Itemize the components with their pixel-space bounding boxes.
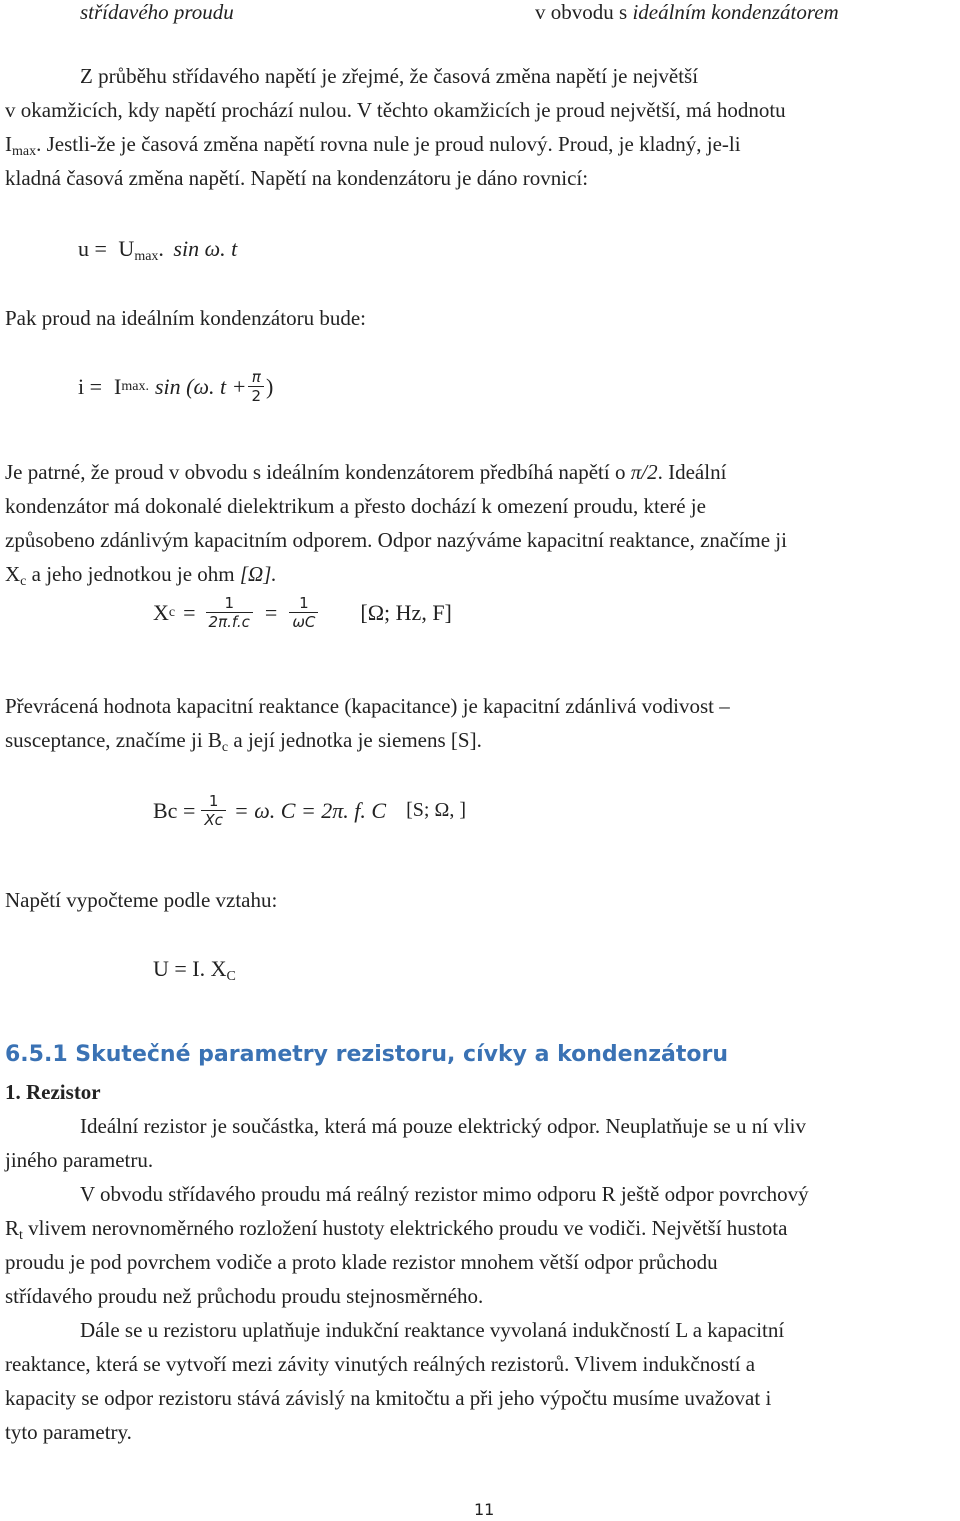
eq-bc-num: 1	[208, 792, 219, 810]
eq-i-close: )	[266, 373, 274, 399]
para4-line-9: kapacity se odpor rezistoru stává závislý na kmitočtu a při jeho výpočtu musíme uvažovat i	[5, 1386, 772, 1410]
eq-xc-equals-2: =	[264, 599, 278, 625]
eq-i-imax: I	[114, 373, 122, 399]
header-right-prefix: v obvodu s	[535, 0, 633, 24]
eq-i-sub: max.	[121, 378, 149, 394]
equation-u-voltage	[153, 956, 236, 985]
voltage-intro: Napětí vypočteme podle vztahu:	[5, 888, 278, 912]
eq-xc-fraction-1	[206, 594, 253, 631]
para3-line-2	[5, 728, 482, 756]
eq-i-rest: sin (ω. t +	[154, 373, 247, 399]
current-intro: Pak proud na ideálním kondenzátoru bude:	[5, 306, 366, 330]
intro-imax-sub: max	[12, 144, 37, 159]
intro-line-4: kladná časová změna napětí. Napětí na kondenzátoru je dáno rovnicí:	[5, 166, 589, 190]
para2-line-1-a: Je patrné, že proud v obvodu s ideálním kondenzátorem předbíhá napětí o	[5, 460, 631, 484]
intro-line-1: Z průběhu střídavého napětí je zřejmé, že časová změna napětí je největší	[80, 64, 699, 88]
para2-line-4	[5, 562, 277, 590]
para4-line-6: střídavého proudu než průchodu proudu stejnosměrného.	[5, 1284, 484, 1308]
eq-xc-fraction-2	[289, 594, 318, 631]
eq-xc-sub: c	[168, 604, 176, 620]
eq-u-dot: .	[158, 236, 164, 261]
eq-bc-den: Xc	[201, 810, 226, 829]
intro-line-2: v okamžicích, kdy napětí prochází nulou. V těchto okamžicích je proud největší, má hodnotu	[5, 98, 786, 122]
para4-line-8: reaktance, která se vytvoří mezi závity vinutých reálných rezistorů. Vlivem indukčností a	[5, 1352, 756, 1376]
para4-rt: R	[5, 1216, 20, 1240]
subsection-heading: 1. Rezistor	[5, 1080, 101, 1104]
equation-u	[78, 236, 237, 265]
para2-xc: X	[5, 562, 21, 586]
para2-line-1-b: . Ideální	[657, 460, 727, 484]
header-right	[535, 0, 839, 25]
para4-line-5: proudu je pod povrchem vodiče a proto klade rezistor mnohem větší odpor průchodu	[5, 1250, 718, 1274]
para4-rt-sub: t	[19, 1228, 23, 1243]
eq-bc-rest: = ω. C = 2π. f. C	[233, 797, 387, 823]
eq-u-sub: max	[134, 249, 159, 264]
para2-line-1	[5, 460, 726, 485]
para4-line-10: tyto parametry.	[5, 1420, 132, 1444]
para3-line-1: Převrácená hodnota kapacitní reaktance (kapacitance) je kapacitní zdánlivá vodivost –	[5, 694, 730, 718]
eq-i-lhs: i =	[78, 373, 103, 399]
eq-uv-sub: C	[226, 969, 236, 984]
eq-xc-equals-1: =	[183, 599, 196, 625]
equation-xc	[153, 594, 452, 631]
eq-i-fraction	[248, 368, 264, 405]
intro-imax-symbol: I	[5, 132, 12, 156]
eq-xc-den-2: ωC	[289, 612, 318, 631]
para4-line-7: Dále se u rezistoru uplatňuje indukční reaktance vyvolaná indukčností L a kapacitní	[80, 1318, 785, 1342]
para4-line-4	[5, 1216, 787, 1244]
eq-uv-text: U = I. X	[153, 956, 227, 981]
para3-bc-sub: c	[221, 740, 229, 755]
para4-line-4-rest: vlivem nerovnoměrného rozložení hustoty elektrického proudu ve vodiči. Největší hustota	[22, 1216, 788, 1240]
header-right-italic: ideálním kondenzátorem	[632, 0, 839, 24]
intro-line-3-rest: . Jestli-že je časová změna napětí rovna nule je proud nulový. Proud, je kladný, je-li	[36, 132, 741, 156]
para3-line-2-b: a její jednotka je siemens [S].	[228, 728, 482, 752]
eq-xc-num-1: 1	[224, 594, 234, 612]
equation-bc	[153, 792, 466, 829]
header-left: střídavého proudu	[80, 0, 234, 24]
eq-bc-lhs: Bc =	[153, 797, 196, 823]
para2-pi: π/2	[630, 460, 658, 484]
para2-line-4-a: a jeho jednotkou je ohm	[26, 562, 240, 586]
page-number: 11	[474, 1500, 495, 1519]
eq-u-lhs: u =	[78, 236, 107, 261]
para3-line-2-a: susceptance, značíme ji B	[5, 728, 222, 752]
eq-i-den: 2	[248, 386, 264, 405]
eq-u-umax: U	[118, 236, 135, 261]
eq-xc-units: [Ω; Hz, F]	[360, 599, 452, 625]
para4-line-3: V obvodu střídavého proudu má reálný rezistor mimo odporu R ještě odpor povrchový	[80, 1182, 809, 1206]
eq-xc-num-2: 1	[299, 594, 309, 612]
para4-line-2: jiného parametru.	[5, 1148, 154, 1172]
para2-line-3: způsobeno zdánlivým kapacitním odporem. Odpor nazýváme kapacitní reaktance, značíme ji	[5, 528, 787, 552]
para2-line-2: kondenzátor má dokonalé dielektrikum a přesto dochází k omezení proudu, které je	[5, 494, 706, 518]
eq-i-num: π	[251, 368, 261, 386]
section-heading: 6.5.1 Skutečné parametry rezistoru, cívky a kondenzátoru	[5, 1042, 729, 1067]
para2-xc-sub: c	[20, 574, 27, 589]
intro-line-3	[5, 132, 741, 160]
para4-line-1: Ideální rezistor je součástka, která má pouze elektrický odpor. Neuplatňuje se u ní vliv	[80, 1114, 807, 1138]
para2-ohm-unit: [Ω].	[239, 562, 277, 586]
equation-i	[78, 368, 273, 405]
eq-bc-units: [S; Ω, ]	[406, 799, 466, 821]
eq-bc-fraction	[201, 792, 226, 829]
eq-xc-den-1: 2π.f.c	[206, 612, 253, 631]
eq-u-rest: sin ω. t	[173, 236, 238, 261]
eq-xc-x: X	[153, 599, 169, 625]
